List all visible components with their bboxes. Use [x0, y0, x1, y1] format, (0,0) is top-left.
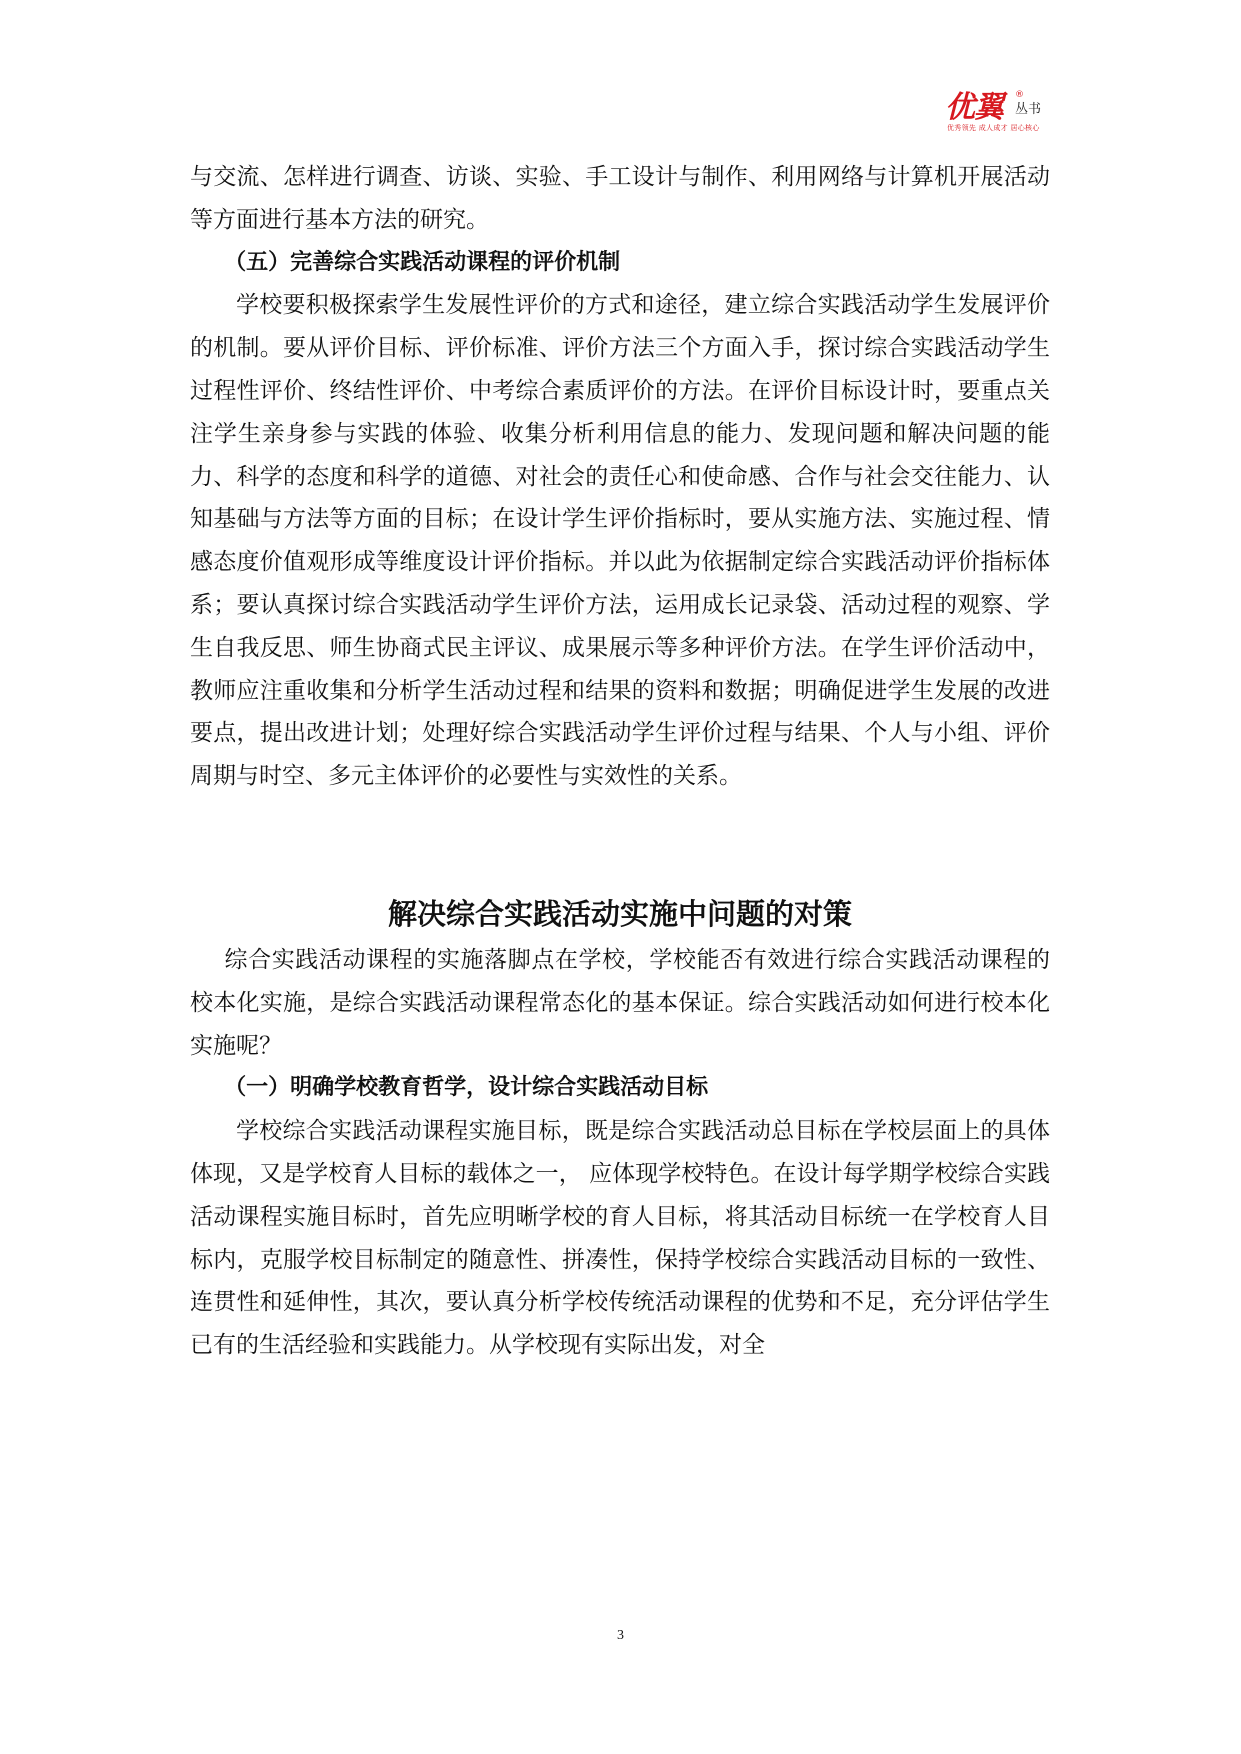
article-body-paragraph-1: 学校综合实践活动课程实施目标，既是综合实践活动总目标在学校层面上的具体体现，又是学校育人目标的载体之一， 应体现学校特色。在设计每学期学校综合实践活动课程实施目标时，首先应明晰学校的育人目标，将其活动目标统一在学校育人目标内，克服学校目标制定的随意性、拼凑性，保持学校综合实践活动目标的一致性、连贯性和延伸性，其次，要认真分析学校传统活动课程的优势和不足，充分评估学生已有的生活经验和实践能力。从学校现有实际出发，对全 [190, 1118, 1050, 1359]
page-content [190, 156, 1050, 1367]
registered-mark: ® [1015, 90, 1024, 100]
article-heading-1: （一）明确学校教育哲学，设计综合实践活动目标 [224, 1075, 709, 1101]
page-number: 3 [617, 1628, 624, 1643]
section5-body-paragraph: 学校要积极探索学生发展性评价的方式和途径，建立综合实践活动学生发展评价的机制。要从评价目标、评价标准、评价方法三个方面入手，探讨综合实践活动学生过程性评价、终结性评价、中考综合素质评价的方法。在评价目标设计时，要重点关注学生亲身参与实践的体验、收集分析利用信息的能力、发现问题和解决问题的能力、科学的态度和科学的道德、对社会的责任心和使命感、合作与社会交往能力、认知基础与方法等方面的目标；在设计学生评价指标时，要从实施方法、实施过程、情感态度价值观形成等维度设计评价指标。并以此为依据制定综合实践活动评价指标体系；要认真探讨综合实践活动学生评价方法，运用成长记录袋、活动过程的观察、学生自我反思、师生协商式民主评议、成果展示等多种评价方法。在学生评价活动中，教师应注重收集和分析学生活动过程和结果的资料和数据；明确促进学生发展的改进要点，提出改进计划；处理好综合实践活动学生评价过程与结果、个人与小组、评价周期与时空、多元主体评价的必要性与实效性的关系。 [190, 292, 1050, 790]
publisher-logo [945, 92, 1063, 134]
section5-heading: （五）完善综合实践活动课程的评价机制 [224, 249, 621, 275]
logo-main-text: 优翼 [945, 90, 1003, 125]
article-intro-paragraph: 综合实践活动课程的实施落脚点在学校，学校能否有效进行综合实践活动课程的校本化实施，是综合实践活动课程常态化的基本保证。综合实践活动如何进行校本化实施呢？ [190, 946, 1050, 1059]
section5-intro-paragraph: 与交流、怎样进行调查、访谈、实验、手工设计与制作、利用网络与计算机开展活动等方面进行基本方法的研究。 [190, 164, 1050, 233]
logo-slogan: 优秀领先 成人成才 居心核心 [947, 124, 1040, 132]
article-title: 解决综合实践活动实施中问题的对策 [387, 896, 852, 931]
section-spacer [190, 798, 1050, 892]
logo-series-text: 丛书 [1015, 102, 1042, 117]
